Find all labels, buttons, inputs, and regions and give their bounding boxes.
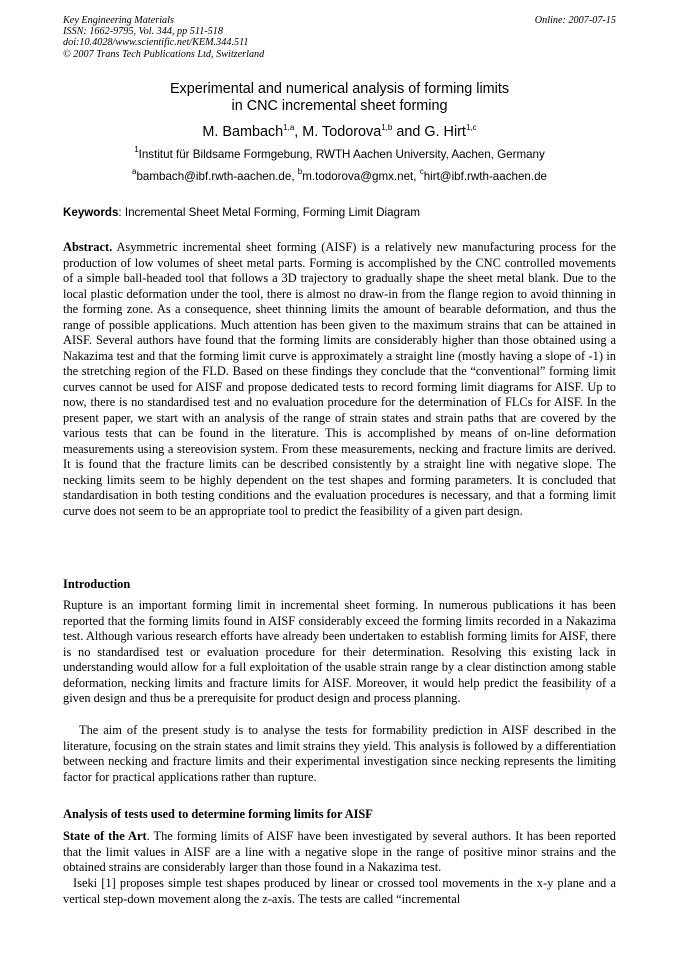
email-sup: b <box>297 167 303 176</box>
abstract-text: Asymmetric incremental sheet forming (AISF) is a relatively new manufacturing process for the production of low volumes of sheet metal parts. Forming is accomplished by the CNC controlled movements of a simple ball-headed tool that follows a 3D trajectory to gradually shape the sheet metal blank. Due to the local plastic deformation under the tool, there is almost no draw-in from the flange region to avoid thinning in the forming zone. As a consequence, sheet thinning limits the amount of bearable deformation, and thus the range of possible applications. Much attention has been given to the maximum strains that can be attained in AISF. Several authors have found that the forming limits are considerably higher than those obtained using a Nakazima test and that the forming limit curve is approximately a straight line (mostly having a slope of -1) in the stretching region of the FLD. Based on these findings they conclude that the “conventional” forming limit curves cannot be used for AISF and propose dedicated tests to record forming limit diagrams for AISF. Up to now, there is no standardised test and no evaluation procedure for the determination of FLCs for AISF. In the present paper, we start with an analysis of the range of strain states and strain paths that are covered by the various tests that can be found in the literature. This is accomplished by means of on-line deformation measurements using a stereovision system. From these measurements, necking and fracture limits are derived. It is found that the fracture limits can be described consistently by a straight line with negative slope. The necking limits seem to be highly dependent on the test shapes and forming parameters. It is concluded that standardisation in both testing conditions and the evaluation procedures is necessary, and that a forming limit curve does not seem to be an appropriate tool to predict the feasibility of a given part design. <box>63 240 616 518</box>
intro-paragraph-2: The aim of the present study is to analyse the tests for formability prediction in AISF described in the literature, focusing on the strain states and limit strains they yield. This analysis is followed by a differentiation between necking and fracture limits and their experimental investigation since necking represents the limiting factor for practical applications rather than rupture. <box>63 723 616 784</box>
author-affil-sup: 1,c <box>465 123 477 132</box>
author-affil-sup: 1,a <box>283 123 295 132</box>
author-affil-sup: 1,b <box>381 123 393 132</box>
email-link[interactable]: m.todorova@gmx.net <box>302 170 414 183</box>
state-of-art-paragraph <box>63 829 616 876</box>
keywords-label: Keywords <box>63 206 119 219</box>
keywords: Keywords: Incremental Sheet Metal Forming, Forming Limit Diagram <box>63 206 420 219</box>
author-name: M. Bambach <box>202 124 284 140</box>
email-sup: a <box>132 167 137 176</box>
affiliation-sup: 1 <box>134 145 139 154</box>
paper-title <box>63 81 616 115</box>
iseki-paragraph: Iseki [1] proposes simple test shapes produced by linear or crossed tool movements in the x-y plane and a vertical step-down movement along the z-axis. The tests are called “incremental <box>63 876 616 906</box>
affiliation-text: Institut für Bildsame Formgebung, RWTH Aachen University, Aachen, Germany <box>138 148 545 161</box>
journal-doi: doi:10.4028/www.scientific.net/KEM.344.511 <box>63 37 249 49</box>
author-name: G. Hirt <box>424 124 466 140</box>
section-heading-analysis: Analysis of tests used to determine forming limits for AISF <box>63 807 373 821</box>
author-conjunction: and <box>396 124 421 140</box>
author-emails: $^a$bambach@ibf.rwth-aachen.de, $^b$m.todorova@gmx.net, $^c$hirt@ibf.rwth-aachen.de <box>132 167 547 183</box>
author-name: M. Todorova <box>302 124 382 140</box>
title-line-2: in CNC incremental sheet forming <box>231 98 448 114</box>
journal-name: Key Engineering Materials <box>63 15 174 26</box>
title-line-1: Experimental and numerical analysis of forming limits <box>169 81 510 97</box>
intro-paragraph-1: Rupture is an important forming limit in incremental sheet forming. In numerous publications it has been reported that the forming limits found in AISF considerably exceed the forming limits recorded in a Nakazima test. Although various research efforts have already been undertaken to establish forming limits for AISF, there is no standardised test or evaluation procedure for their determination. Resolving this existing lack in understanding would allow for a full exploitation of the usable strain range by a clear distinction among stable deformation, necking limits and fracture limits for AISF. Moreover, it would help predict the feasibility of a given design and thus be a prerequisite for product design and process planning. <box>63 598 616 705</box>
section-heading-introduction: Introduction <box>63 577 131 591</box>
affiliation <box>63 145 616 162</box>
keywords-text: Incremental Sheet Metal Forming, Forming Limit Diagram <box>124 206 420 219</box>
state-of-art-label: State of the Art <box>63 829 147 843</box>
email-sup: c <box>419 167 424 176</box>
journal-issn: ISSN: 1662-9795, Vol. 344, pp 511-518 <box>63 26 223 38</box>
email-link[interactable]: bambach@ibf.rwth-aachen.de <box>136 170 292 183</box>
journal-copyright: © 2007 Trans Tech Publications Ltd, Switzerland <box>63 48 265 60</box>
online-date: Online: 2007-07-15 <box>534 15 616 26</box>
journal-header <box>63 15 616 60</box>
abstract-label: Abstract. <box>63 240 113 254</box>
email-link[interactable]: hirt@ibf.rwth-aachen.de <box>423 170 547 183</box>
author-list: M. Bambach$^{1,a}$, M. Todorova$^{1,b}$ and G. Hirt$^{1,c}$ <box>202 123 477 140</box>
state-of-art-text: . The forming limits of AISF have been investigated by several authors. It has been reported that the limit values in AISF are a line with a negative slope in the range of positive minor strains and the obtained strains are considerably larger than those found in a Nakazima test. <box>63 829 617 874</box>
abstract-paragraph <box>63 240 616 519</box>
